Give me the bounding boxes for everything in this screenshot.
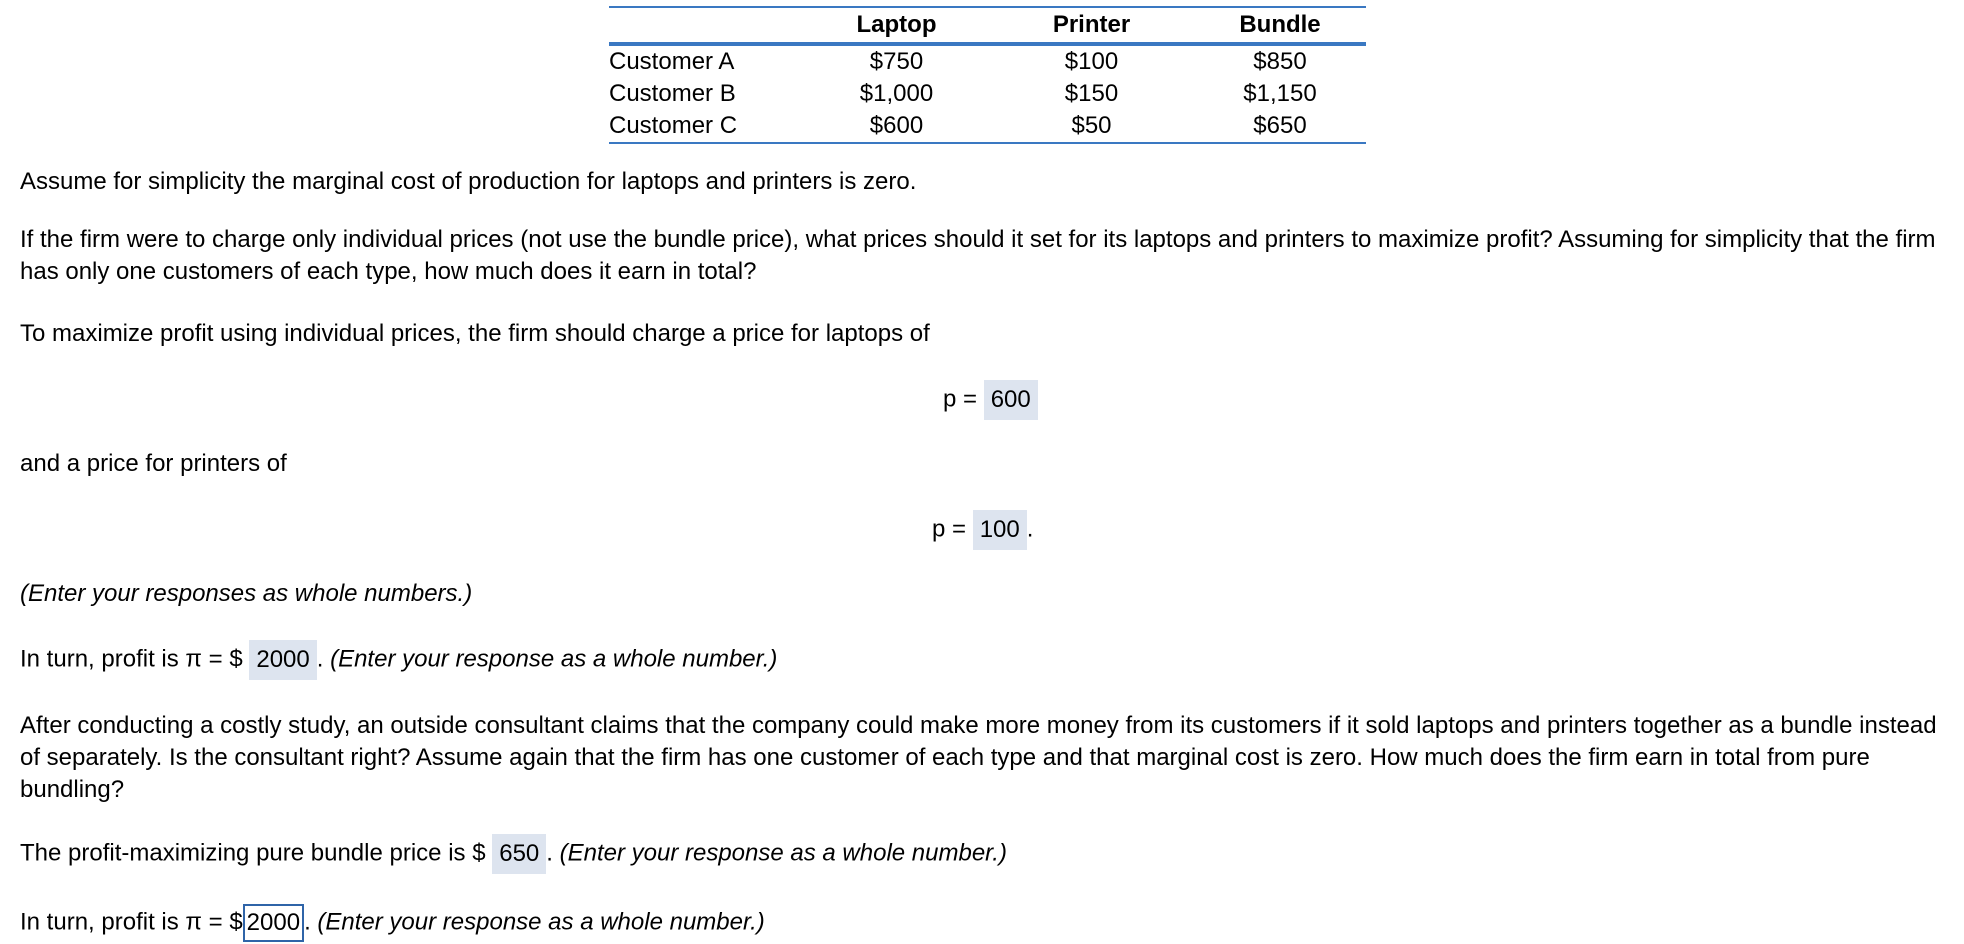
table-row [609,110,1366,143]
laptop-value: $1,000 [859,80,934,107]
bundle-profit-input[interactable]: 2000 [243,904,304,942]
printer-price-line [932,510,1033,550]
table-row [609,78,1366,110]
printer-value: $100 [1064,48,1119,75]
printer-price-prompt: and a price for printers of [20,450,287,477]
p-equals-label: p = [932,515,967,543]
table-header-laptop: Laptop [856,11,937,38]
table-header-printer: Printer [1052,11,1131,38]
profit-prefix: In turn, profit is [20,645,186,673]
question-individual-pricing: If the firm were to charge only individual prices (not use the bundle price), what prices should it set for its laptops and printers to maximize profit? Assuming for simplicity that the firm has only one customers of each type, how much does it earn in total? [20,226,1936,285]
period: . [1026,515,1034,543]
instructions-whole-number: (Enter your response as a whole number.) [559,839,1007,867]
pi-equals-dollar: π = $ [185,645,243,673]
laptop-value: $600 [869,112,924,139]
laptop-value: $750 [869,48,924,75]
laptop-price-input[interactable]: 600 [984,380,1038,420]
bundle-price-input[interactable]: 650 [492,834,546,874]
bundle-price-prefix: The profit-maximizing pure bundle price is $ [20,839,486,867]
customer-label: Customer B [609,80,736,107]
instructions-whole-number: (Enter your response as a whole number.) [330,645,778,673]
table-row [609,44,1366,78]
individual-profit-line [20,640,777,680]
instructions-whole-number: (Enter your response as a whole number.) [317,908,765,936]
printer-price-input[interactable]: 100 [973,510,1027,550]
printer-value: $50 [1071,112,1112,139]
period: . [546,839,560,867]
period: . [316,645,331,673]
laptop-price-prompt: To maximize profit using individual prices, the firm should charge a price for laptops of [20,320,930,347]
profit-prefix: In turn, profit is [20,908,186,936]
printer-value: $150 [1064,80,1119,107]
laptop-price-line [943,380,1038,420]
bundle-value: $850 [1253,48,1307,75]
pi-equals-dollar: π = $ [185,908,243,936]
willingness-to-pay-table [609,6,1366,144]
individual-profit-input[interactable]: 2000 [249,640,316,680]
customer-label: Customer A [609,48,735,75]
table-header-bundle: Bundle [1239,11,1321,38]
customer-label: Customer C [609,112,738,139]
table-header-blank [609,7,804,44]
p-equals-label: p = [943,385,978,413]
period: . [304,908,318,936]
question-bundling: After conducting a costly study, an outside consultant claims that the company could make more money from its customers if it sold laptops and printers together as a bundle instead of separately. Is the consultant right? Assume again that the firm has one customer of each type and that marginal cost is zero. How much does the firm earn in total from pure bundling? [20,712,1937,803]
table-header-row [609,7,1366,44]
bundle-profit-line [20,904,765,942]
bundle-value: $1,150 [1243,80,1317,107]
bundle-value: $650 [1253,112,1307,139]
assumption-text: Assume for simplicity the marginal cost of production for laptops and printers is zero. [20,168,917,195]
bundle-price-line [20,834,1007,874]
instructions-whole-numbers: (Enter your responses as whole numbers.) [20,580,473,607]
